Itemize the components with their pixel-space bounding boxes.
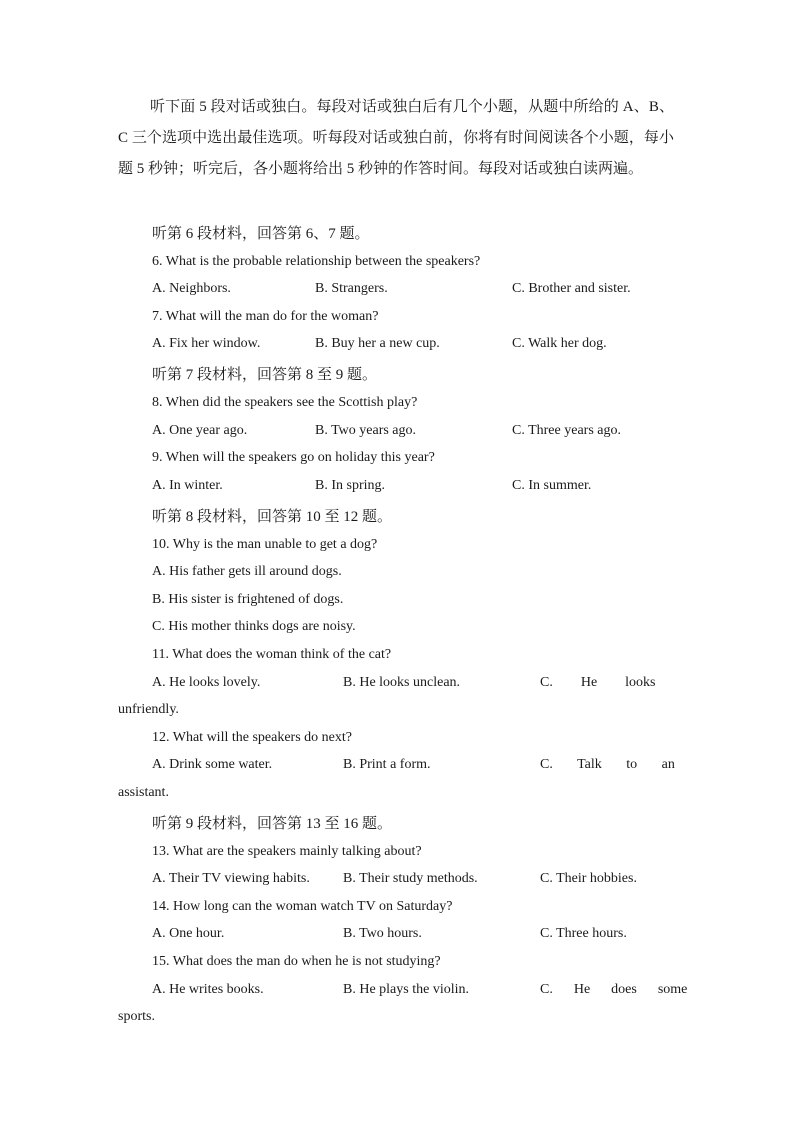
question-7-option-c: C. Walk her dog. [512, 336, 607, 351]
question-9-option-c: C. In summer. [512, 478, 592, 493]
section-heading-10-12: 听第 8 段材料，回答第 10 至 12 题。 [152, 509, 393, 525]
question-12-option-c: C. Talk to an [540, 757, 675, 772]
question-7-option-b: B. Buy her a new cup. [315, 336, 440, 351]
question-11-option-a: A. He looks lovely. [152, 675, 261, 690]
question-12-stem: 12. What will the speakers do next? [152, 730, 352, 745]
section-heading-8-9: 听第 7 段材料，回答第 8 至 9 题。 [152, 367, 378, 383]
question-12-option-b: B. Print a form. [343, 757, 431, 772]
question-10-option-c: C. His mother thinks dogs are noisy. [152, 619, 356, 634]
question-8-option-c: C. Three years ago. [512, 423, 621, 438]
question-15-stem: 15. What does the man do when he is not studying? [152, 954, 441, 969]
question-13-option-c: C. Their hobbies. [540, 871, 637, 886]
question-9-option-a: A. In winter. [152, 478, 223, 493]
question-10-stem: 10. Why is the man unable to get a dog? [152, 537, 378, 552]
question-8-stem: 8. When did the speakers see the Scottish play? [152, 395, 418, 410]
question-6-stem: 6. What is the probable relationship between the speakers? [152, 254, 481, 269]
question-15-option-c: C. He does some [540, 982, 688, 997]
question-10-option-b: B. His sister is frightened of dogs. [152, 592, 344, 607]
question-14-option-b: B. Two hours. [343, 926, 422, 941]
question-10-option-a: A. His father gets ill around dogs. [152, 564, 342, 579]
listening-instructions: 听下面 5 段对话或独白。每段对话或独白后有几个小题，从题中所给的 A、B、C 三个选项中选出最佳选项。听每段对话或独白前，你将有时间阅读各个小题，每小题 5 秒钟；听完后，各小题将给出 5 秒钟的作答时间。每段对话或独白读两遍。 [118, 99, 674, 177]
question-6-option-a: A. Neighbors. [152, 281, 231, 296]
section-heading-13-16: 听第 9 段材料，回答第 13 至 16 题。 [152, 816, 393, 832]
question-15-option-b: B. He plays the violin. [343, 982, 469, 997]
question-8-option-b: B. Two years ago. [315, 423, 417, 438]
question-14-option-c: C. Three hours. [540, 926, 627, 941]
question-8-option-a: A. One year ago. [152, 423, 248, 438]
question-14-stem: 14. How long can the woman watch TV on Saturday? [152, 899, 453, 914]
question-7-stem: 7. What will the man do for the woman? [152, 309, 379, 324]
question-12-option-a: A. Drink some water. [152, 757, 273, 772]
question-9-option-b: B. In spring. [315, 478, 385, 493]
question-11-option-b: B. He looks unclean. [343, 675, 461, 690]
question-11-option-c-wrap: unfriendly. [118, 702, 179, 717]
question-9-stem: 9. When will the speakers go on holiday this year? [152, 450, 435, 465]
question-13-option-b: B. Their study methods. [343, 871, 478, 886]
question-6-option-b: B. Strangers. [315, 281, 388, 296]
question-13-stem: 13. What are the speakers mainly talking about? [152, 844, 422, 859]
section-heading-6-7: 听第 6 段材料，回答第 6、7 题。 [152, 226, 370, 242]
question-12-option-c-wrap: assistant. [118, 785, 169, 800]
question-6-option-c: C. Brother and sister. [512, 281, 631, 296]
question-15-option-a: A. He writes books. [152, 982, 264, 997]
question-14-option-a: A. One hour. [152, 926, 225, 941]
question-7-option-a: A. Fix her window. [152, 336, 261, 351]
question-11-stem: 11. What does the woman think of the cat? [152, 647, 392, 662]
question-11-option-c-text: C. He looks [540, 675, 656, 690]
question-11-option-c [540, 675, 673, 691]
question-13-option-a: A. Their TV viewing habits. [152, 871, 310, 886]
question-15-option-c-wrap: sports. [118, 1009, 155, 1024]
